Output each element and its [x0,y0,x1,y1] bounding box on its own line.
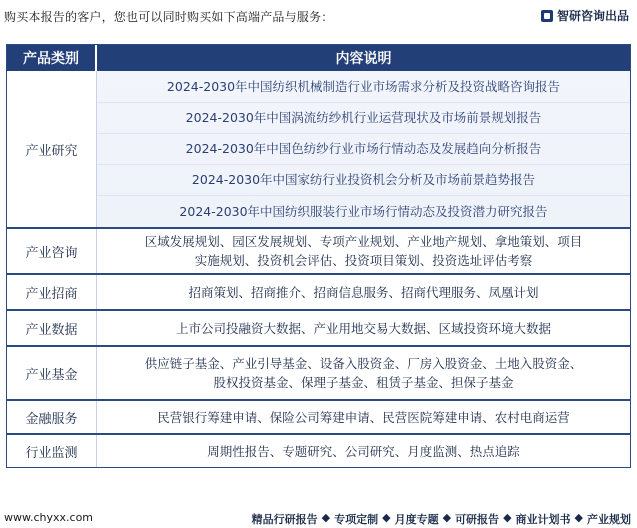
brand [541,7,629,24]
footer-service[interactable]: 产业规划 [587,513,631,526]
table-header [7,45,630,71]
consulting-description [97,229,630,273]
category-fund: 产业基金 [7,347,97,399]
monitoring-description [97,435,630,467]
site-url[interactable]: www.chyxx.com [4,511,94,524]
brand-logo-icon [541,10,553,22]
table-row-data [7,309,630,345]
report-link[interactable]: 2024-2030年中国涡流纺纱机行业运营现状及市场前景规划报告 [97,103,630,134]
monitoring-line-1: 周期性报告、专题研究、公司研究、月度监测、热点追踪 [207,443,520,459]
research-reports [97,71,630,227]
finance-description [97,401,630,433]
header-category: 产品类别 [7,45,97,71]
category-investment-attraction: 产业招商 [7,275,97,309]
footer-service[interactable]: 商业计划书 [515,513,571,526]
category-monitoring: 行业监测 [7,435,97,467]
table-row-fund [7,345,630,399]
brand-name: 智研咨询出品 [556,9,629,23]
investment-attraction-line-1: 招商策划、招商推介、招商信息服务、招商代理服务、凤凰计划 [188,284,539,300]
footer-separator: ◆ [382,511,391,524]
data-line-1: 上市公司投融资大数据、产业用地交易大数据、区域投资环境大数据 [175,320,551,336]
header-description: 内容说明 [335,51,392,67]
intro-text: 购买本报告的客户，您也可以同时购买如下高端产品与服务： [4,10,334,24]
fund-description [97,347,630,399]
footer-separator: ◆ [321,511,331,524]
footer-separator: ◆ [574,511,583,524]
consulting-line-1: 区域发展规划、园区发展规划、专项产业规划、产业地产规划、拿地策划、项目 [144,234,583,249]
category-consulting: 产业咨询 [7,229,97,273]
table-row-consulting [7,227,630,273]
footer-service[interactable]: 可研报告 [455,513,500,526]
table-row-monitoring [7,433,630,467]
data-description [97,311,630,345]
table-row-finance [7,399,630,433]
services-table [6,44,631,468]
investment-attraction-description [97,275,630,309]
fund-line-2: 股权投资基金、保理子基金、租赁子基金、担保子基金 [213,375,514,390]
footer-services [252,511,631,527]
fund-line-1: 供应链子基金、产业引导基金、设备入股资金、厂房入股资金、土地入股资金、 [144,356,583,371]
footer-separator: ◆ [503,511,512,524]
footer-service[interactable]: 专项定制 [334,513,379,526]
consulting-line-2: 实施规划、投资机会评估、投资项目策划、投资选址评估考察 [194,253,533,268]
category-data: 产业数据 [7,311,97,345]
finance-line-1: 民营银行筹建申请、保险公司筹建申请、民营医院筹建申请、农村电商运营 [157,409,570,425]
report-link[interactable]: 2024-2030年中国色纺纱行业市场行情动态及发展趋向分析报告 [97,134,630,165]
table-row-research [7,71,630,227]
footer-service[interactable]: 精品行研报告 [251,513,318,526]
bottom-bar [0,508,637,528]
table-row-investment-attraction [7,273,630,309]
footer-service[interactable]: 月度专题 [394,513,439,526]
report-link[interactable]: 2024-2030年中国家纺行业投资机会分析及市场前景趋势报告 [97,165,630,196]
top-bar [0,0,637,30]
category-research: 产业研究 [7,71,97,227]
footer-separator: ◆ [442,511,452,524]
category-finance: 金融服务 [7,401,97,433]
report-link[interactable]: 2024-2030年中国纺织服装行业市场行情动态及投资潜力研究报告 [179,203,548,219]
report-link[interactable]: 2024-2030年中国纺织机械制造行业市场需求分析及投资战略咨询报告 [97,72,630,103]
